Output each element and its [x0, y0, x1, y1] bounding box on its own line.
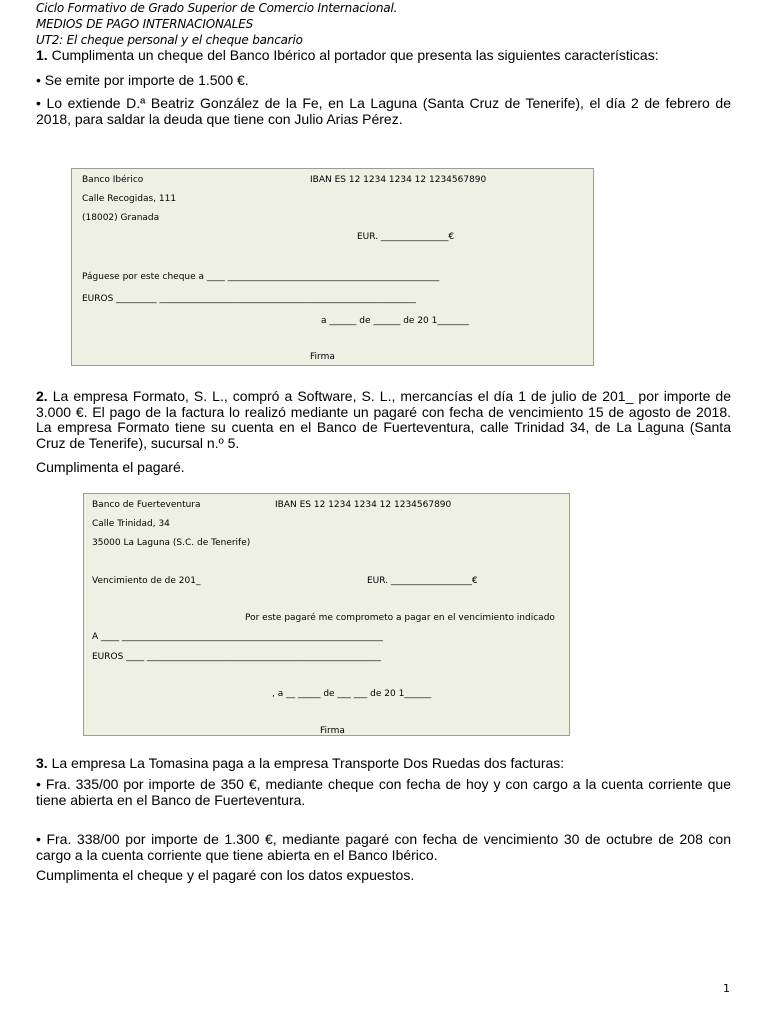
pagare-commitment-text: Por este pagaré me comprometo a pagar en el vencimiento indicado — [245, 613, 555, 623]
unit-title: UT2: El cheque personal y el cheque bancario — [36, 33, 303, 47]
pagare-amount-words-line: EUROS ____ ____________________________________________________ — [92, 652, 382, 662]
exercise-1-bullet-1: • Se emite por importe de 1.500 €. — [36, 72, 249, 88]
pagare-bank-address: Calle Trinidad, 34 — [92, 519, 170, 529]
pagare-form — [83, 493, 570, 736]
cheque-form — [71, 168, 594, 366]
pagare-bank-name: Banco de Fuerteventura — [92, 500, 201, 510]
pagare-bank-city: 35000 La Laguna (S.C. de Tenerife) — [92, 538, 251, 548]
cheque-bank-name: Banco Ibérico — [82, 175, 144, 185]
cheque-iban: IBAN ES 12 1234 1234 12 1234567890 — [310, 175, 487, 185]
cheque-amount-words-line: EUROS _________ _________________________________________________________ — [82, 294, 417, 304]
page-number: 1 — [723, 982, 730, 995]
cheque-amount-field: EUR. _______________€ — [357, 232, 455, 242]
exercise-1-number: 1. — [36, 47, 48, 63]
exercise-1-bullet-2: • Lo extiende D.ª Beatriz González de la Fe, en La Laguna (Santa Cruz de Tenerife), el día 2 de febrero de 2018, para saldar la deuda que tiene con Julio Arias Pérez. — [36, 95, 731, 127]
module-title: MEDIOS DE PAGO INTERNACIONALES — [36, 17, 254, 31]
cheque-bank-address: Calle Recogidas, 111 — [82, 194, 177, 204]
course-title: Ciclo Formativo de Grado Superior de Comercio Internacional. — [36, 1, 398, 15]
cheque-payee-line: Páguese por este cheque a ____ _______________________________________________ — [82, 272, 440, 282]
cheque-bank-city: (18002) Granada — [82, 213, 160, 223]
pagare-date-line: , a __ _____ de ___ ___ de 20 1______ — [272, 689, 432, 699]
exercise-1-intro: 1. Cumplimenta un cheque del Banco Ibérico al portador que presenta las siguientes características: — [36, 47, 659, 63]
pagare-signature-label: Firma — [320, 726, 345, 736]
pagare-amount-field: EUR. __________________€ — [367, 576, 478, 586]
exercise-3-number: 3. — [36, 755, 48, 771]
exercise-2-text: 2. La empresa Formato, S. L., compró a Software, S. L., mercancías el día 1 de julio de 201_ por importe de 3.000 €. El pago de la factura lo realizó mediante un pagaré con fecha de vencimiento 15 de agosto de 2018. La empresa Formato tiene su cuenta en el Banco de Fuerteventura, calle Trinidad 34, de La Laguna (Santa Cruz de Tenerife), sucursal n.º 5. — [36, 388, 731, 451]
exercise-3-bullet-1: • Fra. 335/00 por importe de 350 €, mediante cheque con fecha de hoy y con cargo a la cuenta corriente que tiene abierta en el Banco de Fuerteventura. — [36, 776, 731, 808]
pagare-iban: IBAN ES 12 1234 1234 12 1234567890 — [275, 500, 452, 510]
exercise-3-intro: 3. La empresa La Tomasina paga a la empresa Transporte Dos Ruedas dos facturas: — [36, 755, 565, 771]
cheque-signature-label: Firma — [310, 352, 335, 362]
cheque-date-line: a ______ de ______ de 20 1_______ — [321, 316, 469, 326]
exercise-2-number: 2. — [36, 388, 48, 404]
exercise-3-bullet-2: • Fra. 338/00 por importe de 1.300 €, mediante pagaré con fecha de vencimiento 30 de octubre de 208 con cargo a la cuenta corriente que tiene abierta en el Banco Ibérico. — [36, 831, 731, 863]
exercise-2-instruction: Cumplimenta el pagaré. — [36, 459, 185, 475]
exercise-3-instruction: Cumplimenta el cheque y el pagaré con los datos expuestos. — [36, 867, 415, 883]
pagare-due-date: Vencimiento de de 201_ — [92, 576, 201, 586]
pagare-payee-line: A ____ __________________________________________________________ — [92, 632, 383, 642]
